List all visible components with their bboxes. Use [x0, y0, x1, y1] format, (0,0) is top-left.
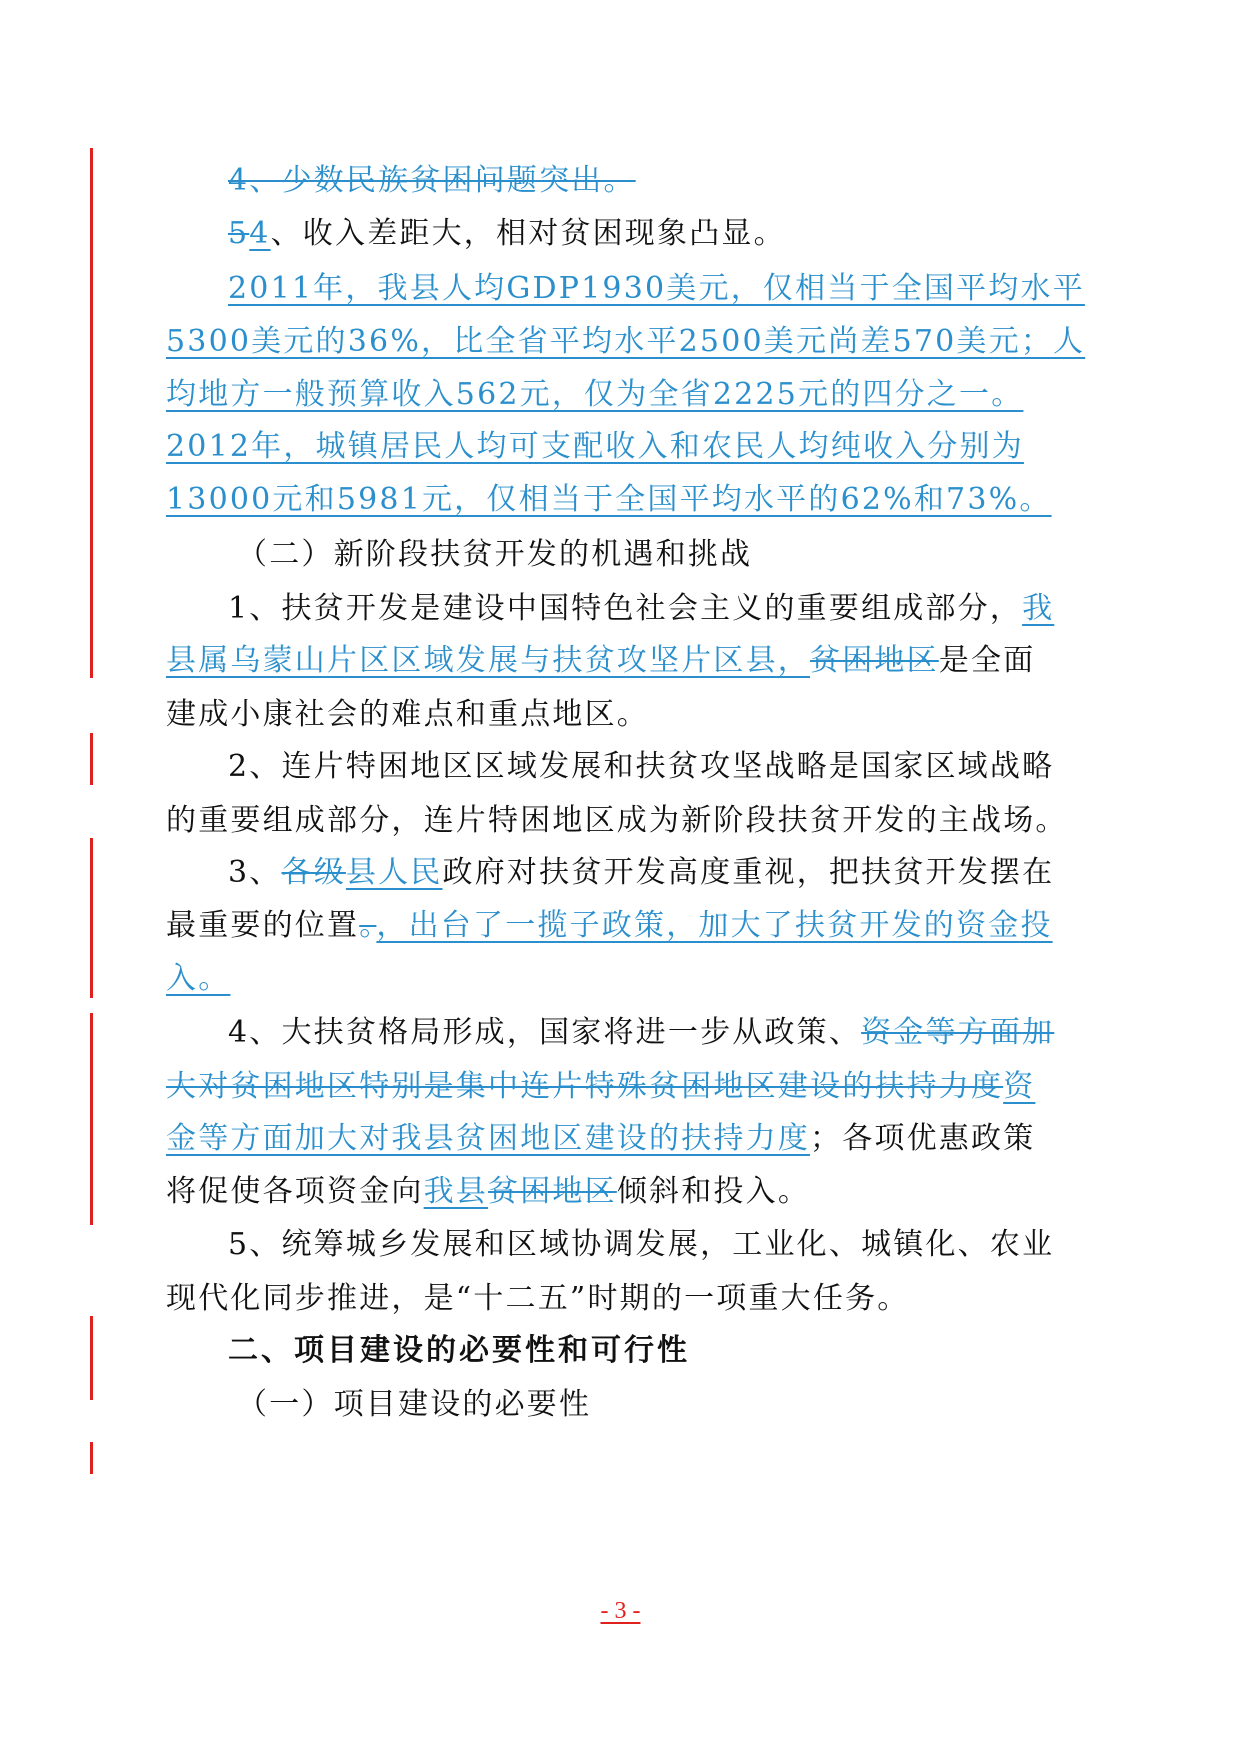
text-line [166, 1110, 1078, 1168]
text-line [166, 950, 1078, 1008]
text-line [228, 260, 1085, 318]
body-text: 建成小康社会的难点和重点地区。 [166, 697, 649, 732]
text-line [166, 471, 1078, 529]
body-text: 3、 [228, 855, 282, 890]
text-line [228, 1004, 1078, 1062]
inserted-text: 我县 [423, 1174, 489, 1209]
inserted-text: 5300美元的36%，比全省平均水平2500美元尚差570美元；人 [166, 324, 1086, 359]
text-line [166, 792, 1078, 850]
text-line [166, 632, 1078, 690]
body-text: （二）新阶段扶贫开发的机遇和挑战 [237, 537, 753, 572]
text-line [166, 313, 1086, 371]
inserted-text: 2011年，我县人均GDP1930美元，仅相当于全国平均水平 [228, 271, 1085, 306]
body-text: 5、统筹城乡发展和区域协调发展，工业化、城镇化、农业 [228, 1227, 1055, 1262]
body-text: ；各项优惠政策 [810, 1121, 1036, 1156]
body-text: 的重要组成部分，连片特困地区成为新阶段扶贫开发的主战场。 [166, 803, 1068, 838]
body-text: 倾斜和投入。 [616, 1174, 811, 1209]
deleted-text: 贫困地区 [488, 1174, 617, 1209]
body-text: （一）项目建设的必要性 [237, 1387, 592, 1422]
inserted-text: 13000元和5981元，仅相当于全国平均水平的62%和73%。 [166, 482, 1052, 517]
section-subheading [237, 1376, 1149, 1434]
inserted-text: ，出台了一揽子政策，加大了扶贫开发的资金投 [376, 908, 1053, 943]
text-line [228, 738, 1078, 796]
text-line [228, 844, 1078, 902]
inserted-text: 我 [1022, 591, 1055, 626]
text-line [228, 205, 1078, 263]
revision-bar [90, 838, 93, 998]
revision-bar [90, 733, 93, 785]
body-text: 2、连片特困地区区域发展和扶贫攻坚战略是国家区域战略 [228, 749, 1055, 784]
revision-bar [90, 148, 93, 678]
inserted-text: 2012年，城镇居民人均可支配收入和农民人均纯收入分别为 [166, 429, 1024, 464]
deleted-text: 各级 [281, 855, 346, 890]
text-line [166, 686, 1078, 744]
text-line [166, 897, 1078, 955]
deleted-text: 4、少数民族贫困问题突出。 [228, 163, 636, 198]
body-text: 将促使各项资金向 [166, 1174, 424, 1209]
text-line [228, 1216, 1078, 1274]
text-line [228, 580, 1078, 638]
inserted-text: 资 [1003, 1069, 1036, 1104]
body-text: 最重要的位置 [166, 908, 360, 943]
revision-bar [90, 1442, 93, 1474]
body-text: 4、大扶贫格局形成，国家将进一步从政策、 [228, 1015, 862, 1050]
inserted-text: 县人民 [345, 855, 443, 890]
body-text: 1、扶贫开发是建设中国特色社会主义的重要组成部分， [228, 591, 1023, 626]
section-heading [228, 1322, 1078, 1380]
inserted-text: 均地方一般预算收入562元，仅为全省2225元的四分之一。 [166, 377, 1024, 412]
deleted-text: 贫困地区 [810, 643, 939, 678]
inserted-text: 4 [249, 216, 271, 251]
deleted-text: 资金等方面加 [861, 1015, 1055, 1050]
inserted-text: 金等方面加大对我县贫困地区建设的扶持力度 [166, 1121, 810, 1156]
inserted-text: 县属乌蒙山片区区域发展与扶贫攻坚片区县， [166, 643, 810, 678]
body-text: 政府对扶贫开发高度重视，把扶贫开发摆在 [442, 855, 1055, 890]
text-line [166, 366, 1078, 424]
section-subheading [237, 526, 1149, 584]
page-number: - 3 - [600, 1598, 641, 1624]
body-text: 二、项目建设的必要性和可行性 [228, 1333, 690, 1368]
body-text: 是全面 [938, 643, 1036, 678]
inserted-text: 入。 [166, 961, 231, 996]
text-line [166, 1270, 1078, 1328]
revision-bar [90, 1316, 93, 1400]
deleted-text: 大对贫困地区特别是集中连片特殊贫困地区建设的扶持力度 [166, 1069, 1004, 1104]
text-line [228, 152, 1078, 210]
body-text: 现代化同步推进，是“十二五”时期的一项重大任务。 [166, 1281, 910, 1316]
deleted-text: 5 [228, 216, 250, 251]
revision-bar [90, 1013, 93, 1225]
deleted-text: 。 [359, 908, 377, 943]
body-text: 、收入差距大，相对贫困现象凸显。 [270, 216, 786, 251]
text-line [166, 418, 1078, 476]
text-line [166, 1163, 1078, 1221]
text-line [166, 1058, 1078, 1116]
